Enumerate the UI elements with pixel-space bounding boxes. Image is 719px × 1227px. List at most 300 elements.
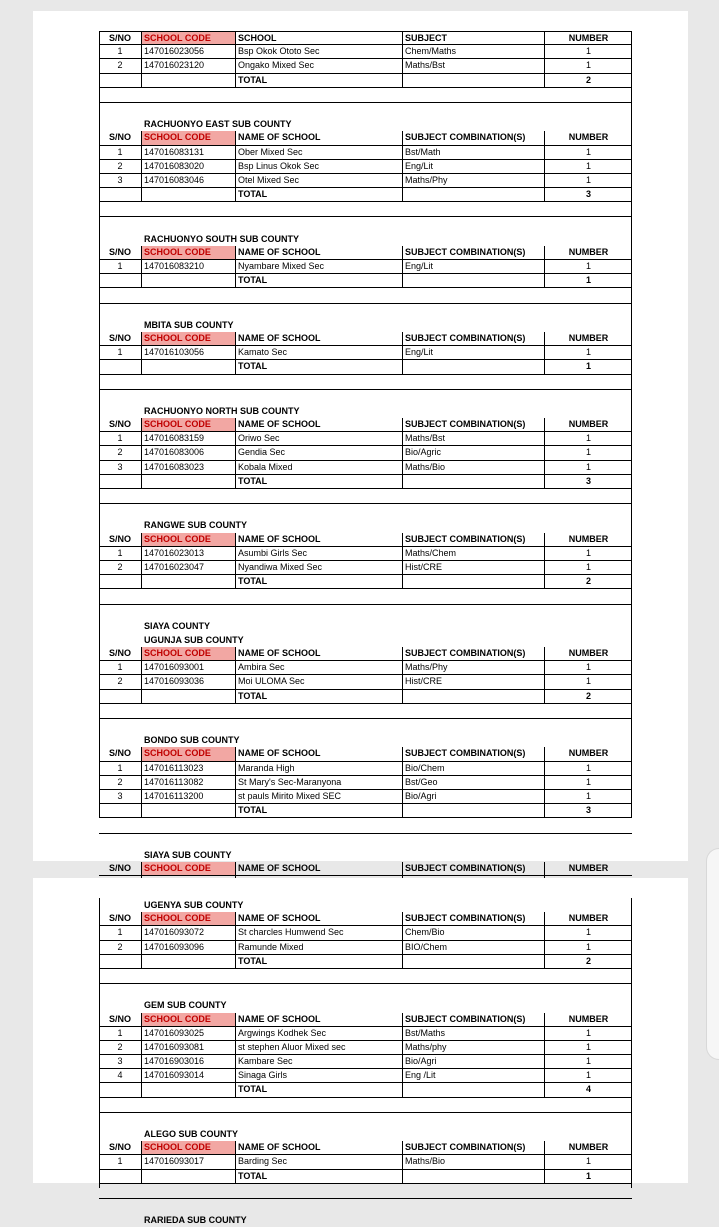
- total-label: TOTAL: [236, 575, 403, 589]
- empty-cell: [403, 575, 545, 589]
- school-code-cell: SCHOOL CODE: [142, 246, 236, 260]
- total-label: TOTAL: [236, 690, 403, 704]
- blank-row: [99, 1184, 632, 1199]
- school-name-cell: NAME OF SCHOOL: [236, 862, 403, 876]
- number-cell: 1: [545, 461, 632, 475]
- table-row: [99, 561, 632, 575]
- subject-cell: Bst/Geo: [403, 776, 545, 790]
- blank-row: [99, 489, 632, 504]
- subject-cell: SUBJECT COMBINATION(S): [403, 1141, 545, 1155]
- spacer-row: [99, 504, 632, 518]
- number-cell: NUMBER: [545, 912, 632, 926]
- serial-number-cell: 2: [99, 160, 142, 174]
- total-row: [99, 360, 632, 374]
- serial-number-cell: S/NO: [99, 533, 142, 547]
- empty-cell: [142, 804, 236, 818]
- table-row: [99, 160, 632, 174]
- sub-county-title: [99, 848, 632, 862]
- empty-cell: [142, 360, 236, 374]
- sub-county-title: [99, 898, 632, 912]
- number-cell: 1: [545, 446, 632, 460]
- school-code-cell: 147016083020: [142, 160, 236, 174]
- spacer-row: [99, 390, 632, 404]
- subject-cell: Maths/Bio: [403, 461, 545, 475]
- table-row: [99, 260, 632, 274]
- number-cell: 1: [545, 675, 632, 689]
- school-code-cell: SCHOOL CODE: [142, 131, 236, 145]
- total-value: 4: [545, 1083, 632, 1097]
- school-name-cell: Kamato Sec: [236, 346, 403, 360]
- total-value: 3: [545, 804, 632, 818]
- school-code-cell: 147016083006: [142, 446, 236, 460]
- table-header-row: [99, 332, 632, 346]
- spacer-row: [99, 103, 632, 117]
- subject-cell: Maths/Phy: [403, 661, 545, 675]
- total-row: [99, 475, 632, 489]
- subject-cell: Bio/Chem: [403, 762, 545, 776]
- subject-cell: Maths/Phy: [403, 174, 545, 188]
- number-cell: 1: [545, 59, 632, 73]
- subject-cell: SUBJECT COMBINATION(S): [403, 747, 545, 761]
- school-code-cell: 147016113200: [142, 790, 236, 804]
- sub-county-title: [99, 619, 632, 633]
- table-row: [99, 1055, 632, 1069]
- sub-county-title-text: RACHUONYO EAST SUB COUNTY: [144, 119, 292, 130]
- table-left-border: [99, 31, 100, 818]
- school-name-cell: NAME OF SCHOOL: [236, 647, 403, 661]
- blank-row: [99, 288, 632, 303]
- sub-county-title-text: ALEGO SUB COUNTY: [144, 1129, 239, 1139]
- side-panel-handle[interactable]: [706, 848, 719, 1060]
- sub-county-title-text: UGUNJA SUB COUNTY: [144, 634, 244, 645]
- sub-county-title-text: SIAYA SUB COUNTY: [144, 849, 232, 860]
- number-cell: 1: [545, 1027, 632, 1041]
- school-code-cell: 147016113023: [142, 762, 236, 776]
- school-name-cell: Nyambare Mixed Sec: [236, 260, 403, 274]
- sub-county-title: [99, 117, 632, 131]
- total-label: TOTAL: [236, 188, 403, 202]
- school-name-cell: Bsp Okok Ototo Sec: [236, 45, 403, 59]
- school-name-cell: Bsp Linus Okok Sec: [236, 160, 403, 174]
- subject-cell: SUBJECT COMBINATION(S): [403, 647, 545, 661]
- number-cell: 1: [545, 146, 632, 160]
- title-indent: [99, 733, 144, 747]
- empty-cell: [403, 690, 545, 704]
- school-name-cell: Sinaga Girls: [236, 1069, 403, 1083]
- blank-row: [99, 88, 632, 103]
- school-name-cell: st pauls Mirito Mixed SEC: [236, 790, 403, 804]
- total-row: [99, 575, 632, 589]
- empty-cell: [403, 360, 545, 374]
- school-code-cell: 147016093001: [142, 661, 236, 675]
- document-page-1: [33, 11, 688, 873]
- number-cell: 1: [545, 561, 632, 575]
- serial-number-cell: S/NO: [99, 747, 142, 761]
- serial-number-cell: S/NO: [99, 647, 142, 661]
- table-row: [99, 661, 632, 675]
- total-value: 1: [545, 274, 632, 288]
- total-value: 2: [545, 575, 632, 589]
- number-cell: NUMBER: [545, 1013, 632, 1027]
- number-cell: NUMBER: [545, 246, 632, 260]
- subject-cell: Chem/Maths: [403, 45, 545, 59]
- serial-number-cell: 1: [99, 432, 142, 446]
- school-name-cell: Maranda High: [236, 762, 403, 776]
- total-label: TOTAL: [236, 1083, 403, 1097]
- spacer-row: [99, 605, 632, 619]
- number-cell: 1: [545, 762, 632, 776]
- spacer-row: [99, 217, 632, 231]
- serial-number-cell: S/NO: [99, 31, 142, 45]
- school-name-cell: Asumbi Girls Sec: [236, 547, 403, 561]
- school-code-cell: 147016023013: [142, 547, 236, 561]
- empty-cell: [142, 1083, 236, 1097]
- school-name-cell: SCHOOL: [236, 31, 403, 45]
- total-value: 2: [545, 955, 632, 969]
- document-page-2: [33, 878, 688, 1226]
- school-code-cell: 147016093014: [142, 1069, 236, 1083]
- number-cell: 1: [545, 547, 632, 561]
- school-name-cell: St Mary's Sec-Maranyona: [236, 776, 403, 790]
- subject-cell: Hist/CRE: [403, 561, 545, 575]
- school-code-cell: 147016083210: [142, 260, 236, 274]
- school-name-cell: NAME OF SCHOOL: [236, 332, 403, 346]
- school-code-cell: SCHOOL CODE: [142, 747, 236, 761]
- table-header-row: [99, 1013, 632, 1027]
- serial-number-cell: 2: [99, 675, 142, 689]
- number-cell: 1: [545, 160, 632, 174]
- subject-cell: SUBJECT COMBINATION(S): [403, 332, 545, 346]
- total-label: TOTAL: [236, 74, 403, 88]
- total-label: TOTAL: [236, 360, 403, 374]
- empty-cell: [142, 475, 236, 489]
- table-row: [99, 45, 632, 59]
- empty-cell: [403, 804, 545, 818]
- table-row: [99, 59, 632, 73]
- sub-county-title: [99, 633, 632, 647]
- school-name-cell: NAME OF SCHOOL: [236, 912, 403, 926]
- empty-cell: [99, 690, 142, 704]
- empty-cell: [142, 575, 236, 589]
- title-indent: [99, 117, 144, 131]
- sub-county-title: [99, 1127, 632, 1141]
- school-code-cell: 147016023056: [142, 45, 236, 59]
- school-code-cell: 147016093096: [142, 941, 236, 955]
- number-cell: NUMBER: [545, 533, 632, 547]
- subject-cell: Eng/Lit: [403, 346, 545, 360]
- table-header-row: [99, 418, 632, 432]
- serial-number-cell: 1: [99, 1155, 142, 1169]
- empty-cell: [142, 274, 236, 288]
- table-row: [99, 446, 632, 460]
- table-right-border: [631, 31, 632, 818]
- empty-cell: [99, 1170, 142, 1184]
- serial-number-cell: 2: [99, 941, 142, 955]
- school-code-cell: SCHOOL CODE: [142, 533, 236, 547]
- school-name-cell: NAME OF SCHOOL: [236, 246, 403, 260]
- school-name-cell: Gendia Sec: [236, 446, 403, 460]
- total-label: TOTAL: [236, 475, 403, 489]
- total-value: 1: [545, 1170, 632, 1184]
- number-cell: 1: [545, 1041, 632, 1055]
- blank-row: [99, 818, 632, 833]
- serial-number-cell: 2: [99, 776, 142, 790]
- serial-number-cell: S/NO: [99, 1141, 142, 1155]
- sub-county-title-text: MBITA SUB COUNTY: [144, 319, 234, 330]
- subject-cell: BIO/Chem: [403, 941, 545, 955]
- school-code-cell: 147016083023: [142, 461, 236, 475]
- number-cell: NUMBER: [545, 31, 632, 45]
- empty-cell: [99, 274, 142, 288]
- school-name-cell: st stephen Aluor Mixed sec: [236, 1041, 403, 1055]
- serial-number-cell: 3: [99, 174, 142, 188]
- empty-cell: [403, 475, 545, 489]
- title-indent: [99, 633, 144, 647]
- title-indent: [99, 318, 144, 332]
- table-header-row: [99, 912, 632, 926]
- school-code-cell: 147016093081: [142, 1041, 236, 1055]
- blank-row: [99, 969, 632, 984]
- table-header-row: [99, 131, 632, 145]
- school-name-cell: NAME OF SCHOOL: [236, 1013, 403, 1027]
- serial-number-cell: 1: [99, 45, 142, 59]
- total-row: [99, 74, 632, 88]
- subject-cell: Maths/Chem: [403, 547, 545, 561]
- subject-cell: SUBJECT: [403, 31, 545, 45]
- school-code-cell: SCHOOL CODE: [142, 647, 236, 661]
- table-row: [99, 762, 632, 776]
- total-row: [99, 274, 632, 288]
- subject-cell: Eng /Lit: [403, 1069, 545, 1083]
- table-row: [99, 1155, 632, 1169]
- school-code-cell: SCHOOL CODE: [142, 862, 236, 876]
- school-code-cell: 147016083159: [142, 432, 236, 446]
- total-value: 3: [545, 188, 632, 202]
- empty-cell: [403, 188, 545, 202]
- number-cell: NUMBER: [545, 647, 632, 661]
- blank-row: [99, 589, 632, 604]
- table-header-row: [99, 1141, 632, 1155]
- serial-number-cell: 1: [99, 260, 142, 274]
- school-name-cell: Ongako Mixed Sec: [236, 59, 403, 73]
- number-cell: NUMBER: [545, 418, 632, 432]
- school-code-cell: 147016903016: [142, 1055, 236, 1069]
- total-row: [99, 804, 632, 818]
- table-header-row: [99, 533, 632, 547]
- serial-number-cell: 1: [99, 146, 142, 160]
- school-name-cell: NAME OF SCHOOL: [236, 1141, 403, 1155]
- subject-cell: Eng/Lit: [403, 260, 545, 274]
- number-cell: 1: [545, 432, 632, 446]
- serial-number-cell: 1: [99, 346, 142, 360]
- number-cell: 1: [545, 790, 632, 804]
- spreadsheet-table: [99, 31, 632, 920]
- school-name-cell: Kobala Mixed: [236, 461, 403, 475]
- title-indent: [99, 1213, 144, 1227]
- number-cell: 1: [545, 941, 632, 955]
- blank-row: [99, 375, 632, 390]
- table-row: [99, 346, 632, 360]
- serial-number-cell: 1: [99, 926, 142, 940]
- school-name-cell: Otel Mixed Sec: [236, 174, 403, 188]
- subject-cell: SUBJECT COMBINATION(S): [403, 131, 545, 145]
- number-cell: 1: [545, 346, 632, 360]
- total-label: TOTAL: [236, 804, 403, 818]
- school-name-cell: Ober Mixed Sec: [236, 146, 403, 160]
- school-name-cell: Barding Sec: [236, 1155, 403, 1169]
- spreadsheet-table: [99, 898, 632, 1227]
- table-row: [99, 776, 632, 790]
- number-cell: NUMBER: [545, 862, 632, 876]
- sub-county-title-text: RACHUONYO SOUTH SUB COUNTY: [144, 233, 300, 244]
- number-cell: 1: [545, 926, 632, 940]
- school-code-cell: 147016103056: [142, 346, 236, 360]
- total-value: 2: [545, 690, 632, 704]
- school-code-cell: 147016023047: [142, 561, 236, 575]
- number-cell: 1: [545, 260, 632, 274]
- sub-county-title: [99, 733, 632, 747]
- serial-number-cell: S/NO: [99, 1013, 142, 1027]
- school-code-cell: 147016093017: [142, 1155, 236, 1169]
- subject-cell: Maths/phy: [403, 1041, 545, 1055]
- title-indent: [99, 619, 144, 633]
- sub-county-title-text: RARIEDA SUB COUNTY: [144, 1215, 247, 1226]
- serial-number-cell: 3: [99, 790, 142, 804]
- table-row: [99, 941, 632, 955]
- table-row: [99, 790, 632, 804]
- serial-number-cell: S/NO: [99, 131, 142, 145]
- table-row: [99, 146, 632, 160]
- title-indent: [99, 404, 144, 418]
- empty-cell: [99, 188, 142, 202]
- school-code-cell: 147016083046: [142, 174, 236, 188]
- table-header-row: [99, 246, 632, 260]
- subject-cell: Bst/Maths: [403, 1027, 545, 1041]
- spacer-row: [99, 1199, 632, 1213]
- sub-county-title-text: GEM SUB COUNTY: [144, 1000, 227, 1011]
- total-label: TOTAL: [236, 955, 403, 969]
- total-row: [99, 188, 632, 202]
- serial-number-cell: 2: [99, 446, 142, 460]
- school-code-cell: 147016113082: [142, 776, 236, 790]
- table-row: [99, 461, 632, 475]
- serial-number-cell: 1: [99, 762, 142, 776]
- spacer-row: [99, 304, 632, 318]
- blank-row: [99, 704, 632, 719]
- serial-number-cell: S/NO: [99, 862, 142, 876]
- number-cell: 1: [545, 1069, 632, 1083]
- school-code-cell: 147016083131: [142, 146, 236, 160]
- table-left-border: [99, 898, 100, 1188]
- title-indent: [99, 518, 144, 532]
- title-indent: [99, 998, 144, 1012]
- school-code-cell: 147016093036: [142, 675, 236, 689]
- spacer-row: [99, 834, 632, 848]
- school-name-cell: Nyandiwa Mixed Sec: [236, 561, 403, 575]
- table-row: [99, 432, 632, 446]
- subject-cell: SUBJECT COMBINATION(S): [403, 912, 545, 926]
- empty-cell: [99, 360, 142, 374]
- serial-number-cell: 1: [99, 547, 142, 561]
- table-row: [99, 1041, 632, 1055]
- empty-cell: [142, 690, 236, 704]
- sub-county-title: [99, 318, 632, 332]
- total-row: [99, 1170, 632, 1184]
- title-indent: [99, 898, 144, 912]
- subject-cell: Maths/Bst: [403, 59, 545, 73]
- subject-cell: Eng/Lit: [403, 160, 545, 174]
- school-code-cell: SCHOOL CODE: [142, 332, 236, 346]
- empty-cell: [99, 955, 142, 969]
- total-row: [99, 690, 632, 704]
- school-name-cell: St charcles Humwend Sec: [236, 926, 403, 940]
- table-header-row: [99, 747, 632, 761]
- serial-number-cell: 1: [99, 1027, 142, 1041]
- number-cell: NUMBER: [545, 131, 632, 145]
- total-label: TOTAL: [236, 274, 403, 288]
- school-name-cell: Argwings Kodhek Sec: [236, 1027, 403, 1041]
- table-row: [99, 1069, 632, 1083]
- school-code-cell: 147016023120: [142, 59, 236, 73]
- empty-cell: [403, 74, 545, 88]
- empty-cell: [99, 74, 142, 88]
- title-indent: [99, 848, 144, 862]
- spacer-row: [99, 719, 632, 733]
- serial-number-cell: S/NO: [99, 912, 142, 926]
- subject-cell: SUBJECT COMBINATION(S): [403, 533, 545, 547]
- empty-cell: [99, 1083, 142, 1097]
- school-name-cell: Moi ULOMA Sec: [236, 675, 403, 689]
- school-code-cell: 147016093072: [142, 926, 236, 940]
- school-name-cell: Oriwo Sec: [236, 432, 403, 446]
- number-cell: 1: [545, 661, 632, 675]
- sub-county-title-text: SIAYA COUNTY: [144, 620, 211, 631]
- subject-cell: Bio/Agri: [403, 790, 545, 804]
- empty-cell: [403, 955, 545, 969]
- title-indent: [99, 232, 144, 246]
- sub-county-title-text: RACHUONYO NORTH SUB COUNTY: [144, 405, 300, 416]
- sub-county-title: [99, 404, 632, 418]
- empty-cell: [99, 804, 142, 818]
- school-name-cell: Ramunde Mixed: [236, 941, 403, 955]
- school-name-cell: Ambira Sec: [236, 661, 403, 675]
- sub-county-title: [99, 518, 632, 532]
- sub-county-title-text: BONDO SUB COUNTY: [144, 735, 240, 746]
- table-header-row: [99, 31, 632, 45]
- subject-cell: Bst/Math: [403, 146, 545, 160]
- number-cell: 1: [545, 45, 632, 59]
- blank-row: [99, 202, 632, 217]
- empty-cell: [142, 1170, 236, 1184]
- table-row: [99, 926, 632, 940]
- serial-number-cell: 2: [99, 59, 142, 73]
- subject-cell: Chem/Bio: [403, 926, 545, 940]
- total-value: 3: [545, 475, 632, 489]
- school-code-cell: SCHOOL CODE: [142, 31, 236, 45]
- sub-county-title-text: RANGWE SUB COUNTY: [144, 520, 247, 531]
- total-value: 1: [545, 360, 632, 374]
- subject-cell: SUBJECT COMBINATION(S): [403, 418, 545, 432]
- serial-number-cell: 1: [99, 661, 142, 675]
- sub-county-title-text: UGENYA SUB COUNTY: [144, 900, 244, 910]
- subject-cell: Bio/Agric: [403, 446, 545, 460]
- serial-number-cell: 3: [99, 1055, 142, 1069]
- number-cell: NUMBER: [545, 332, 632, 346]
- school-code-cell: SCHOOL CODE: [142, 1141, 236, 1155]
- serial-number-cell: 4: [99, 1069, 142, 1083]
- blank-row: [99, 1098, 632, 1113]
- subject-cell: Bio/Agri: [403, 1055, 545, 1069]
